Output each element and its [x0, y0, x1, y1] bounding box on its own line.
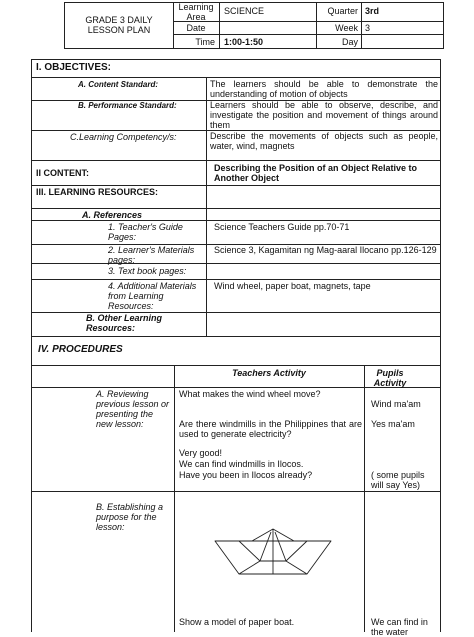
teachers-guide-value: Science Teachers Guide pp.70-71	[214, 222, 350, 232]
competency-text: Describe the movements of objects such as people, water, wind, magnets	[210, 131, 438, 151]
objectives-heading: I. OBJECTIVES:	[36, 62, 112, 73]
references-label: A. References	[82, 210, 143, 220]
textbook-label: 3. Text book pages:	[108, 266, 187, 276]
rule	[64, 48, 444, 49]
resources-heading: III. LEARNING RESOURCES:	[36, 187, 159, 197]
content-standard-text: The learners should be able to demonstrate the understanding of motion of objects	[210, 79, 438, 99]
rule	[174, 365, 175, 632]
rule	[173, 34, 444, 35]
content-heading: II CONTENT:	[36, 168, 89, 178]
rule	[31, 59, 32, 632]
step-a-label: A. Reviewing previous lesson or presenting the new lesson:	[96, 389, 170, 429]
step-b-teacher-line: Show a model of paper boat.	[179, 617, 295, 627]
performance-standard-label: B. Performance Standard:	[78, 101, 177, 110]
rule	[31, 491, 441, 492]
step-a-pupil-line: Yes ma'am	[371, 419, 415, 429]
teachers-activity-header: Teachers Activity	[232, 368, 306, 378]
rule	[31, 185, 441, 186]
rule	[31, 160, 441, 161]
rule	[31, 220, 441, 221]
performance-standard-text: Learners should be able to observe, describe, and investigate the position and movement of things around them	[210, 100, 438, 130]
rule	[31, 279, 441, 280]
paper-boat-illustration	[213, 528, 333, 576]
step-a-teacher-line: We can find windmills in Ilocos.	[179, 459, 304, 469]
time-label: Time	[195, 37, 215, 47]
rule	[64, 2, 65, 49]
rule	[364, 365, 365, 632]
rule	[31, 77, 441, 78]
rule	[31, 208, 441, 209]
additional-materials-value: Wind wheel, paper boat, magnets, tape	[214, 281, 371, 291]
week-label: Week	[335, 23, 358, 33]
rule	[31, 336, 441, 337]
pupils-activity-header: Pupils Activity	[373, 368, 407, 388]
step-a-teacher-line: Very good!	[179, 448, 223, 458]
rule	[206, 77, 207, 336]
learning-area-value: SCIENCE	[224, 6, 265, 16]
learners-materials-label: 2. Learner's Materials pages:	[108, 245, 195, 265]
content-text: Describing the Position of an Object Relative to Another Object	[214, 163, 418, 183]
learning-area-label: Learning Area	[178, 2, 214, 22]
rule	[443, 2, 444, 49]
rule	[316, 2, 317, 49]
quarter-label: Quarter	[327, 6, 358, 16]
time-value: 1:00-1:50	[224, 37, 264, 47]
day-label: Day	[341, 37, 358, 47]
rule	[31, 263, 441, 264]
week-value: 3	[365, 23, 371, 33]
rule	[31, 59, 441, 60]
rule	[64, 2, 444, 3]
teachers-guide-label: 1. Teacher's Guide Pages:	[108, 222, 183, 242]
rule	[440, 59, 441, 632]
date-label: Date	[186, 23, 206, 33]
rule	[361, 2, 362, 49]
step-a-pupil-line: Wind ma'am	[371, 399, 421, 409]
rule	[31, 365, 441, 366]
procedures-heading: IV. PROCEDURES	[38, 344, 123, 355]
other-resources-label: B. Other Learning Resources:	[86, 313, 163, 333]
competency-label: C.Learning Competency/s:	[70, 132, 177, 142]
content-standard-label: A. Content Standard:	[78, 80, 158, 89]
step-a-teacher-line: Have you been in Ilocos already?	[179, 470, 313, 480]
plan-title: GRADE 3 DAILY LESSON PLAN	[85, 15, 153, 35]
step-a-pupil-line: ( some pupils will say Yes)	[371, 470, 425, 490]
additional-materials-label: 4. Additional Materials from Learning Resources:	[108, 281, 197, 311]
quarter-value: 3rd	[365, 6, 380, 16]
rule	[219, 2, 220, 49]
rule	[173, 2, 174, 49]
step-b-pupil-line: We can find in the water	[371, 617, 428, 637]
step-a-teacher-line: Are there windmills in the Philippines that are used to generate electricity?	[179, 419, 362, 439]
step-a-teacher-line: What makes the wind wheel move?	[179, 389, 321, 399]
learners-materials-value: Science 3, Kagamitan ng Mag-aaral Ilocano pp.126-129	[214, 245, 437, 255]
step-b-label: B. Establishing a purpose for the lesson:	[96, 502, 164, 532]
